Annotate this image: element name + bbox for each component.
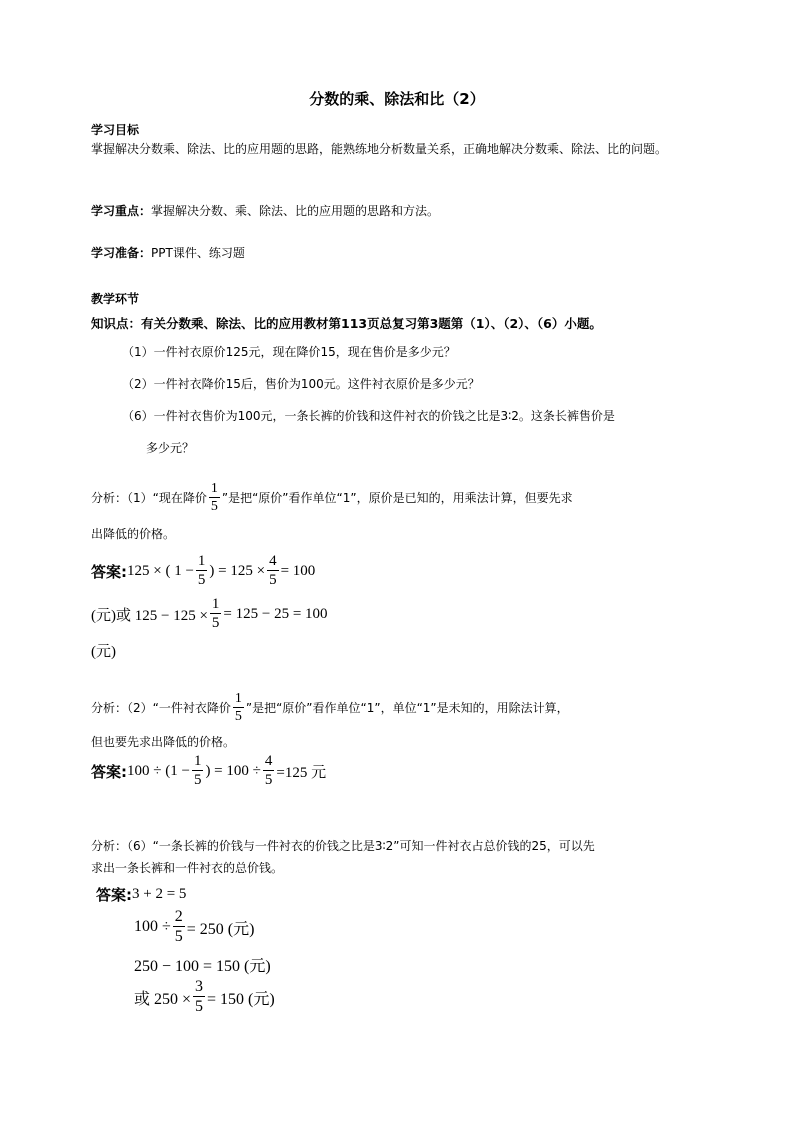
answer-label: 答案:: [91, 762, 127, 781]
analysis-2-suffix: ”是把“原价”看作单位“1”，单位“1”是未知的，用除法计算，: [245, 701, 569, 715]
fraction-one-fifth: $\frac{1}{5}$: [210, 481, 218, 514]
analysis-1-suffix: ”是把“原价”看作单位“1”，原价是已知的，用乘法计算，但要先求: [221, 491, 573, 505]
answer-1-line2: (元)或 125 − 125 × $\frac{1}{5}$ = 125 − 25 = 100: [91, 596, 328, 631]
focus-text: 掌握解决分数、乘、除法、比的应用题的思路和方法。: [151, 204, 440, 218]
fraction: $\frac{4}{5}$: [264, 753, 273, 788]
fraction: $\frac{3}{5}$: [195, 978, 204, 1015]
answer-2: 答案: 100 ÷ (1 − $\frac{1}{5}$ ) = 100 ÷ $\frac{4}{5}$ =125 元: [91, 753, 327, 788]
fraction: $\frac{2}{5}$: [174, 908, 183, 945]
section-heading: 教学环节: [91, 292, 140, 306]
answer-label: 答案:: [96, 886, 132, 904]
analysis-3-line1: 分析：（6）“一条长裤的价钱与一件衬衣的价钱之比是3∶2”可知一件衬衣占总价钱的25，可以先: [91, 839, 595, 853]
analysis-2-prefix: 分析：（2）“一件衬衣降价: [91, 701, 231, 715]
analysis-2-line2: 但也要先求出降低的价格。: [91, 735, 236, 749]
analysis-3-line2: 求出一条长裤和一件衬衣的总价钱。: [91, 861, 284, 875]
fraction: $\frac{4}{5}$: [269, 553, 277, 588]
answer-3-line2: 100 ÷ $\frac{2}{5}$ = 250 (元): [134, 908, 255, 945]
page-title: 分数的乘、除法和比（2）: [309, 90, 485, 108]
prep-line: [91, 243, 245, 263]
question-6-cont: 多少元？: [146, 441, 195, 455]
analysis-1-line2: 出降低的价格。: [91, 527, 176, 541]
question-6: （6）一件衬衣售价为100元，一条长裤的价钱和这件衬衣的价钱之比是3∶2。这条长裤售价是: [122, 409, 615, 423]
prep-label: 学习准备：: [91, 246, 152, 260]
focus-label: 学习重点：: [91, 204, 152, 218]
goal-heading: 学习目标: [91, 123, 140, 137]
fraction: $\frac{1}{5}$: [211, 596, 220, 631]
question-1: （1）一件衬衣原价125元，现在降价15，现在售价是多少元？: [122, 345, 456, 359]
prep-text: PPT课件、练习题: [151, 246, 245, 260]
analysis-1-prefix: 分析：（1）“现在降价: [91, 491, 207, 505]
answer-3-line1: 答案: 3 + 2 = 5: [96, 886, 187, 904]
analysis-1: [91, 482, 573, 514]
answer-1-line1: 答案: 125 × ( 1 − $\frac{1}{5}$ ) = 125 × $\frac{4}{5}$ = 100: [91, 553, 316, 588]
answer-label: 答案:: [91, 562, 127, 581]
analysis-2: [91, 692, 569, 724]
fraction: $\frac{1}{5}$: [197, 553, 206, 588]
answer-1-line3: (元): [91, 644, 116, 660]
answer-3-line3: 250 − 100 = 150 (元): [134, 958, 271, 975]
fraction: $\frac{1}{5}$: [193, 753, 202, 788]
question-2: （2）一件衬衣降价15后，售价为100元。这件衬衣原价是多少元？: [122, 377, 480, 391]
answer-3-line4: 或 250 × $\frac{3}{5}$ = 150 (元): [134, 978, 275, 1015]
goal-text: 掌握解决分数乘、除法、比的应用题的思路，能熟练地分析数量关系，正确地解决分数乘、除法、比的问题。: [91, 142, 668, 156]
knowledge-point: 知识点：有关分数乘、除法、比的应用教材第113页总复习第3题第（1）、（2）、（6）小题。: [91, 316, 602, 331]
fraction-one-fifth: $\frac{1}{5}$: [234, 691, 242, 724]
focus-line: [91, 201, 439, 221]
